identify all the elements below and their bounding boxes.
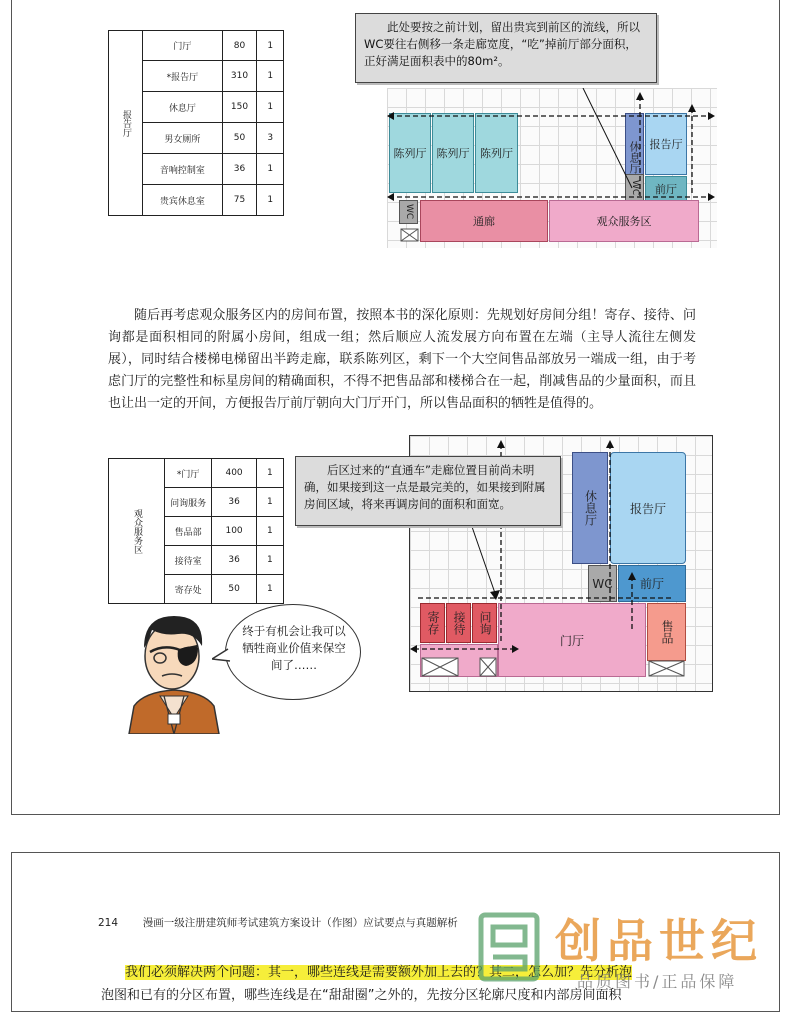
arrow-left-icon [410, 645, 417, 653]
table-cell: 男女厕所 [143, 123, 223, 154]
watermark-tagline: 品质图书/正品保障 [577, 972, 738, 991]
arrow-right-icon [512, 645, 519, 653]
book-page-bottom [11, 852, 780, 1012]
body-paragraph: 随后再考虑观众服务区内的房间布置，按照本书的深化原则：先规划好房间分组！寄存、接待、问询都是面积相同的附属小房间，组成一组；然后顺应人流发展方向布置在左端（主导人流往左侧发展），同时结合楼梯电梯留出半跨走廊，联系陈列区，剩下一个大空间售品部放另一端成一组，由于考虑门厅的完整性和标星房间的精确面积，不得不把售品部和楼梯合在一起，削减售品的少量面积，而且也让出一定的开间，方便报告厅前厅朝向大门厅开门，所以售品面积的牺牲是值得的。 [108, 308, 696, 411]
room-lecture-hall: 报告厅 [645, 113, 687, 175]
room-exhibit-2: 陈列厅 [432, 113, 474, 193]
table-cell: 50 [212, 575, 256, 604]
table-cell: 80 [222, 31, 257, 61]
audience-service-area: 观众服务区 [549, 200, 699, 242]
table-cell: 1 [256, 488, 283, 517]
callout-box-1 [355, 13, 657, 83]
room-exhibit-3: 陈列厅 [475, 113, 518, 193]
room-shop: 售品 [647, 603, 686, 661]
table-cell: 36 [212, 488, 256, 517]
table-cell: 贵宾休息室 [143, 185, 223, 216]
table-cell: 400 [212, 459, 256, 488]
callout-pointer [470, 521, 496, 596]
table-cell: 310 [222, 61, 257, 92]
room-foyer: 前厅 [618, 565, 686, 602]
room-lobby: 门厅 [498, 603, 646, 677]
arrow-up-icon [497, 440, 505, 448]
table-cell: 1 [256, 459, 283, 488]
table-cell: 接待室 [165, 546, 212, 575]
room-foyer: 前厅 [645, 176, 687, 201]
service-area-table [108, 458, 284, 604]
text-line: 泡图和已有的分区布置，哪些连线是在“甜甜圈”之外的，先按分区轮廓尺度和内部房间面积 [101, 988, 622, 1003]
room-storage: 寄存 [420, 603, 445, 643]
room-reception: 接待 [446, 603, 471, 643]
room-wc-left: WC [399, 200, 418, 224]
table-cell: 1 [257, 92, 284, 123]
table-cell: *报告厅 [143, 61, 223, 92]
table-group-label: 报告厅 [109, 31, 143, 216]
table-cell: 1 [257, 185, 284, 216]
room-wc: WC [588, 565, 617, 602]
table-cell: 3 [257, 123, 284, 154]
table-cell: 1 [256, 575, 283, 604]
callout-box-2 [295, 456, 561, 526]
book-page-top [11, 0, 780, 815]
arrow-up-icon [636, 92, 644, 100]
table-cell: 音响控制室 [143, 154, 223, 185]
callout-text: 此处要按之前计划，留出贵宾到前区的流线，所以WC要往右侧移一条走廊宽度，“吃”掉前厅部分面积，正好满足面积表中的80m²。 [364, 20, 640, 68]
table-cell: 1 [257, 154, 284, 185]
arrow-up-icon [688, 104, 696, 112]
highlighted-text: 我们必须解决两个问题：其一，哪些连线是需要额外加上去的？其二，怎么加？先分析泡 [125, 965, 633, 980]
room-wc-right: WC [625, 174, 644, 202]
watermark-logo-icon [477, 911, 541, 983]
room-lecture-hall: 报告厅 [610, 452, 686, 564]
table-cell: *门厅 [165, 459, 212, 488]
table-cell: 休息厅 [143, 92, 223, 123]
table-cell: 1 [257, 61, 284, 92]
watermark [477, 911, 787, 991]
corridor: 通廊 [420, 200, 548, 242]
lecture-area-table [108, 30, 284, 216]
table-cell: 售品部 [165, 517, 212, 546]
arrow-left-icon [387, 112, 394, 120]
page-header [98, 915, 458, 930]
room-inquiry: 问询 [472, 603, 497, 643]
character-illustration [124, 606, 224, 734]
speech-bubble [225, 604, 361, 700]
table-cell: 1 [256, 546, 283, 575]
speech-text: 终于有机会让我可以牺牲商业价值来保空间了…… [242, 624, 346, 672]
table-cell: 1 [257, 31, 284, 61]
running-title: 漫画一级注册建筑师考试建筑方案设计（作图）应试要点与真题解析 [142, 917, 458, 929]
arrow-up-icon [606, 440, 614, 448]
room-lounge: 休息厅 [625, 113, 644, 201]
plan-1-annotations [387, 88, 717, 248]
table-cell: 75 [222, 185, 257, 216]
table-cell: 150 [222, 92, 257, 123]
table-cell: 寄存处 [165, 575, 212, 604]
table-cell: 50 [222, 123, 257, 154]
table-cell: 问询服务 [165, 488, 212, 517]
arrow-right-icon [708, 193, 715, 201]
table-cell: 100 [212, 517, 256, 546]
callout-pointer [583, 88, 632, 188]
arrow-up-icon [628, 572, 636, 580]
speech-tail [212, 647, 232, 667]
table-group-label: 观众服务区 [109, 459, 165, 604]
arrow-left-icon [387, 193, 394, 201]
room-exhibit-1: 陈列厅 [389, 113, 431, 193]
arrow-right-icon [708, 112, 715, 120]
table-cell: 36 [222, 154, 257, 185]
room-lounge: 休息厅 [572, 452, 608, 564]
table-cell: 36 [212, 546, 256, 575]
callout-text: 后区过来的“直通车”走廊位置目前尚未明确，如果接到这一点是最完美的，如果接到附属房间区域，将来再调房间的面积和面宽。 [304, 463, 546, 511]
floor-plan-1 [387, 88, 717, 248]
table-cell: 门厅 [143, 31, 223, 61]
page-number: 214 [98, 917, 119, 929]
id-badge-icon [168, 714, 180, 724]
watermark-brand: 创品世纪 [555, 914, 763, 968]
table-cell: 1 [256, 517, 283, 546]
speech-tail-shape [212, 649, 230, 661]
